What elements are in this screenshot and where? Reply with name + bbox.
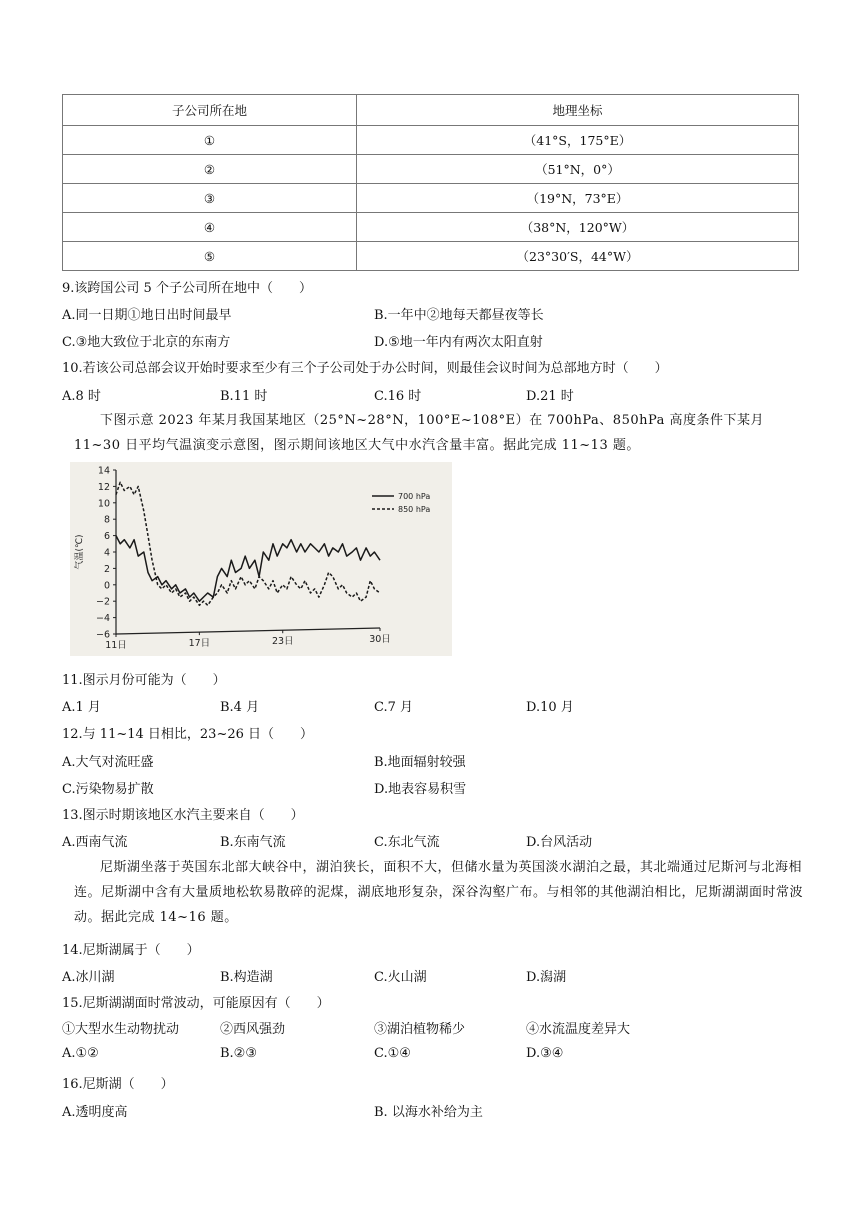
y-tick-label: 2 xyxy=(103,563,110,575)
q10-option-a: A.8 时 xyxy=(62,389,101,404)
intro-paragraph-14-16: 尼斯湖坐落于英国东北部大峡谷中，湖泊狭长，面积不大，但储水量为英国淡水湖泊之最，其北端通过尼斯河与北海相连。尼斯湖中含有大量质地松软易散碎的泥煤，湖底地形复杂，深谷沟壑广布。与相邻的其他湖泊相比，尼斯湖湖面时常波动。据此完成 14~16 题。 xyxy=(74,860,804,925)
question-12-stem: 12.与 11~14 日相比，23~26 日（ ） xyxy=(62,727,314,742)
q15-item-3: ③湖泊植物稀少 xyxy=(374,1022,466,1037)
q12-option-d: D.地表容易积雪 xyxy=(374,782,467,797)
q15-option-a: A.①② xyxy=(62,1046,99,1061)
legend-label: 700 hPa xyxy=(398,492,431,501)
series-line-850hpa xyxy=(116,482,380,605)
y-axis-label: 气温(℃) xyxy=(75,534,85,570)
question-9-stem: 9.该跨国公司 5 个子公司所在地中（ ） xyxy=(62,281,312,296)
question-15-stem: 15.尼斯湖湖面时常波动，可能原因有（ ） xyxy=(62,996,330,1011)
table-header: 子公司所在地 xyxy=(63,95,357,126)
table-header-row xyxy=(63,95,799,126)
x-axis-line xyxy=(116,628,380,634)
y-tick-label: 6 xyxy=(103,531,110,543)
q16-option-b: B. 以海水补给为主 xyxy=(374,1105,483,1120)
q15-option-c: C.①④ xyxy=(374,1046,411,1061)
table-cell: （38°N，120°W） xyxy=(357,213,799,242)
q12-option-a: A.大气对流旺盛 xyxy=(62,755,154,770)
q11-option-c: C.7 月 xyxy=(374,700,414,715)
temperature-line-chart xyxy=(70,462,452,656)
y-tick-label: 0 xyxy=(103,580,110,592)
q12-option-b: B.地面辐射较强 xyxy=(374,755,466,770)
q9-option-b: B.一年中②地每天都昼夜等长 xyxy=(374,308,544,323)
y-tick-label: 14 xyxy=(97,465,110,477)
y-tick-label: 4 xyxy=(103,547,110,559)
x-tick-label: 17日 xyxy=(188,638,211,650)
table-row xyxy=(63,184,799,213)
q11-option-a: A.1 月 xyxy=(62,700,101,715)
q10-option-c: C.16 时 xyxy=(374,389,422,404)
q14-option-b: B.构造湖 xyxy=(220,970,273,985)
q11-option-d: D.10 月 xyxy=(526,700,574,715)
q12-option-c: C.污染物易扩散 xyxy=(62,782,154,797)
series-line-700hpa xyxy=(116,536,380,602)
q14-option-c: C.火山湖 xyxy=(374,970,427,985)
q15-item-2: ②西风强劲 xyxy=(220,1022,286,1037)
y-tick-label: 10 xyxy=(97,498,110,510)
q13-option-a: A.西南气流 xyxy=(62,835,128,850)
q11-option-b: B.4 月 xyxy=(220,700,260,715)
table-cell: （51°N，0°） xyxy=(357,155,799,184)
question-11-stem: 11.图示月份可能为（ ） xyxy=(62,673,226,688)
q13-option-c: C.东北气流 xyxy=(374,835,440,850)
x-tick-label: 23日 xyxy=(271,636,294,648)
y-tick-label: −2 xyxy=(95,596,110,608)
x-tick-label: 30日 xyxy=(369,634,391,645)
table-cell: （41°S，175°E） xyxy=(357,126,799,155)
q15-item-4: ④水流温度差异大 xyxy=(526,1022,631,1037)
table-row xyxy=(63,242,799,271)
table-cell: （23°30′S，44°W） xyxy=(357,242,799,271)
q9-option-a: A.同一日期①地日出时间最早 xyxy=(62,308,232,323)
question-10-stem: 10.若该公司总部会议开始时要求至少有三个子公司处于办公时间，则最佳会议时间为总部地方时（ ） xyxy=(62,361,668,376)
q10-option-d: D.21 时 xyxy=(526,389,574,404)
q14-option-d: D.潟湖 xyxy=(526,970,567,985)
q13-option-d: D.台风活动 xyxy=(526,835,593,850)
q14-option-a: A.冰川湖 xyxy=(62,970,115,985)
y-tick-label: −4 xyxy=(95,613,110,625)
intro-paragraph-11-13: 下图示意 2023 年某月我国某地区（25°N~28°N，100°E~108°E）在 700hPa、850hPa 高度条件下某月 11~30 日平均气温演变示意图，图示期间该地区大气中水汽含量丰富。据此完成 11~13 题。 xyxy=(74,413,765,453)
q13-option-b: B.东南气流 xyxy=(220,835,286,850)
q9-option-c: C.③地大致位于北京的东南方 xyxy=(62,335,231,350)
q15-option-d: D.③④ xyxy=(526,1046,564,1061)
q15-item-1: ①大型水生动物扰动 xyxy=(62,1022,180,1037)
y-tick-label: −6 xyxy=(95,629,110,641)
q10-option-b: B.11 时 xyxy=(220,389,268,404)
x-tick-label: 11日 xyxy=(105,640,127,651)
question-14-stem: 14.尼斯湖属于（ ） xyxy=(62,943,200,958)
q16-option-a: A.透明度高 xyxy=(62,1105,128,1120)
table-cell: ⑤ xyxy=(63,242,357,271)
table-cell: ① xyxy=(63,126,357,155)
q9-option-d: D.⑤地一年内有两次太阳直射 xyxy=(374,335,543,350)
question-16-stem: 16.尼斯湖（ ） xyxy=(62,1077,174,1092)
table-header: 地理坐标 xyxy=(357,95,799,126)
table-row xyxy=(63,155,799,184)
coordinates-table xyxy=(62,94,799,271)
question-13-stem: 13.图示时期该地区水汽主要来自（ ） xyxy=(62,808,304,823)
table-cell: ④ xyxy=(63,213,357,242)
table-cell: ② xyxy=(63,155,357,184)
y-tick-label: 12 xyxy=(97,481,110,493)
q15-option-b: B.②③ xyxy=(220,1046,257,1061)
legend-label: 850 hPa xyxy=(398,505,431,514)
table-row xyxy=(63,126,799,155)
y-tick-label: 8 xyxy=(103,514,110,526)
table-cell: ③ xyxy=(63,184,357,213)
table-cell: （19°N，73°E） xyxy=(357,184,799,213)
table-row xyxy=(63,213,799,242)
